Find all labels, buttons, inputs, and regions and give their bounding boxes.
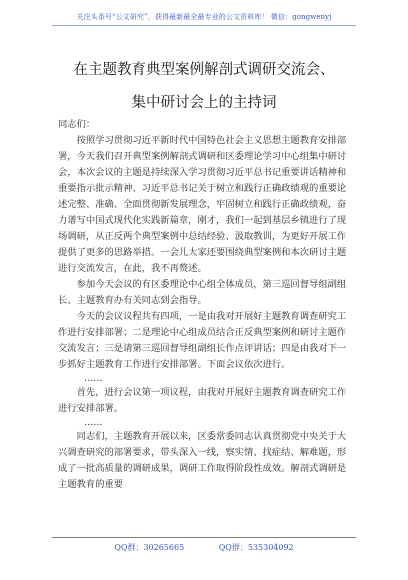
paragraph-2: 参加今天会议的有区委理论中心组全体成员，第三巡回督导组副组长、主题教育办有关同志到会指导。 xyxy=(58,279,347,306)
header-promo-text: 关注头条号“公文研究”，获得最新最全最专业的公文资料库！ 微信：gongwenyj xyxy=(76,13,332,21)
document-title-line-2: 集中研讨会上的主持词 xyxy=(131,95,277,111)
ellipsis-1: …… xyxy=(84,373,103,384)
paragraph-1: 按照学习贯彻习近平新时代中国特色社会主义思想主题教育安排部署，今天我们召开典型案例解剖式调研和区委理论学习中心组集中研讨会，本次会议的主题是持续深入学习贯彻习近平总书记重要讲话精神和重要指示批示精神、习近平总书记关于树立和践行正确政绩观的重要论述完整、准确、全面贯彻新发展理念，牢固树立和践行正确政绩观，奋力谱写中国式现代化实践新篇章，刚才，我们一起到基层乡镇进行了现场调研，从正反两个典型案例中总结经验、汲取教训，为更好开展工作提供了更多的思路举措。一会儿大家还要围绕典型案例和本次研讨主题进行交流发言，在此，我不再赘述。 xyxy=(58,135,347,274)
footer xyxy=(0,542,408,553)
paragraph-5: 同志们，主题教育开展以来，区委常委同志认真贯彻党中央关于大兴调查研究的部署要求，带头深入一线，察实情、找症结、解难题，形成了一批高质量的调研成果，调研工作取得阶段性成效。解剖式调研是主题教育的重要 xyxy=(58,431,347,490)
salutation: 同志们： xyxy=(58,119,96,130)
paragraph-4: 首先，进行会议第一项议程，由我对开展好主题教育调查研究工作进行安排部署。 xyxy=(58,387,347,414)
ellipsis-2: …… xyxy=(84,417,103,428)
header-divider xyxy=(52,25,356,26)
paragraph-3: 今天的会议议程共有四项，一是由我对开展好主题教育调查研究工作进行安排部署；二是理论中心组成员结合正反典型案例和研讨主题作交流发言；三是请第三巡回督导组副组长作点评讲话；四是由我对下一步抓好主题教育工作进行安排部署。下面会议依次进行。 xyxy=(58,311,347,370)
document-body xyxy=(58,117,354,493)
footer-qq-group-2: QQ群：535304092 xyxy=(218,543,294,552)
document-title-line-1: 在主题教育典型案例解剖式调研交流会、 xyxy=(73,62,335,78)
footer-divider xyxy=(52,537,356,538)
footer-qq-group-1: QQ群：30265665 xyxy=(114,543,185,552)
